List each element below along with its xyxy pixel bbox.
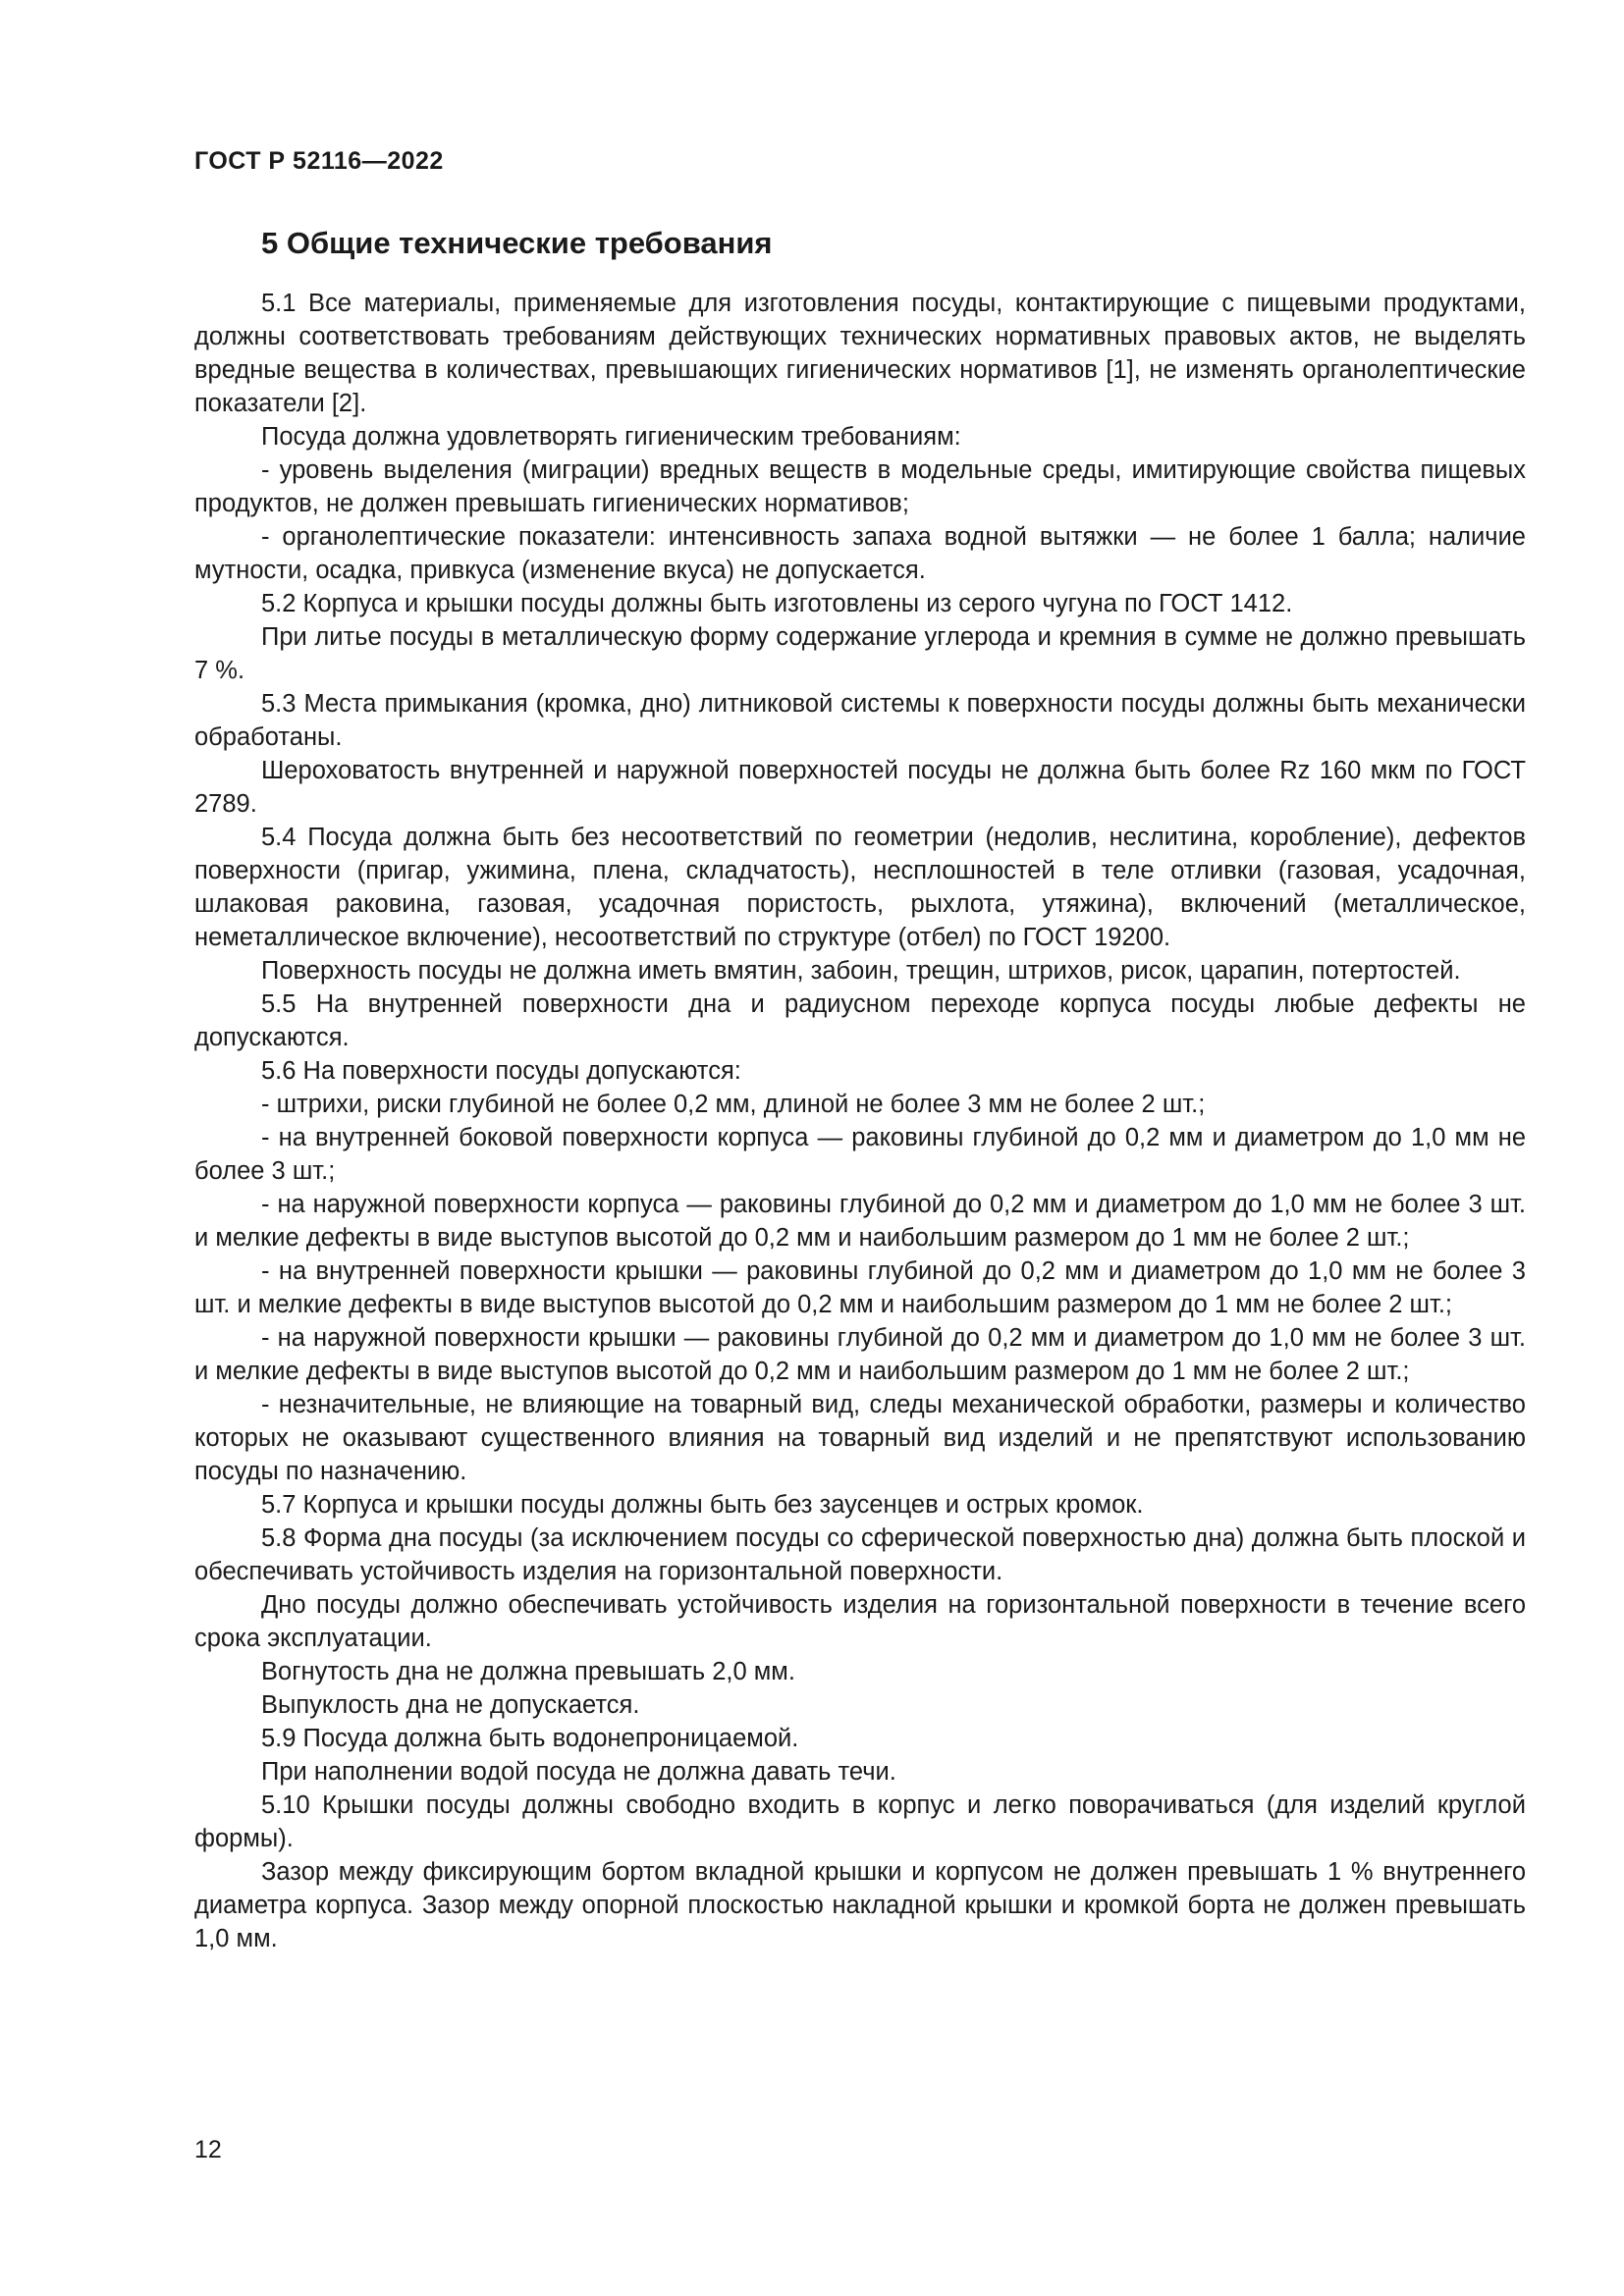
paragraph: 5.9 Посуда должна быть водонепроницаемой. [261, 1725, 799, 1752]
paragraph: 5.6 На поверхности посуды допускаются: [261, 1057, 741, 1085]
list-item: - на наружной поверхности корпуса — раковины глубиной до 0,2 мм и диаметром до 1,0 мм не более 3 шт. и мелкие дефекты в виде выступов высотой до 0,2 мм и наибольшим размером до 1 мм не более 2 шт.; [194, 1191, 1526, 1252]
paragraph: 5.4 Посуда должна быть без несоответствий по геометрии (недолив, неслитина, коробление), дефектов поверхности (пригар, ужимина, плена, складчатость), несплошностей в теле отливки (газовая, усадочная, шлаковая раковина, газовая, усадочная пористость, рыхлота, утяжина), включений (металлическое, неметаллическое включение), несоответствий по структуре (отбел) по ГОСТ 19200. [194, 824, 1526, 951]
paragraph: Зазор между фиксирующим бортом вкладной крышки и корпусом не должен превышать 1 % внутреннего диаметра корпуса. Зазор между опорной плоскостью накладной крышки и кромкой борта не должен превышать 1,0 мм. [194, 1858, 1526, 1952]
list-item: - незначительные, не влияющие на товарный вид, следы механической обработки, размеры и количество которых не оказывают существенного влияния на товарный вид изделий и не препятствуют использованию посуды по назначению. [194, 1391, 1526, 1485]
list-item: - уровень выделения (миграции) вредных веществ в модельные среды, имитирующие свойства пищевых продуктов, не должен превышать гигиенических нормативов; [194, 456, 1526, 517]
list-item: - на наружной поверхности крышки — раковины глубиной до 0,2 мм и диаметром до 1,0 мм не более 3 шт. и мелкие дефекты в виде выступов высотой до 0,2 мм и наибольшим размером до 1 мм не более 2 шт.; [194, 1324, 1526, 1385]
paragraph: 5.5 На внутренней поверхности дна и радиусном переходе корпуса посуды любые дефекты не допускаются. [194, 990, 1526, 1051]
list-item: - органолептические показатели: интенсивность запаха водной вытяжки — не более 1 балла; наличие мутности, осадка, привкуса (изменение вкуса) не допускается. [194, 523, 1526, 584]
paragraph: Выпуклость дна не допускается. [261, 1691, 640, 1719]
paragraph: Поверхность посуды не должна иметь вмятин, забоин, трещин, штрихов, рисок, царапин, потертостей. [261, 957, 1461, 985]
document-header: ГОСТ Р 52116—2022 [194, 147, 444, 175]
paragraph: Посуда должна удовлетворять гигиеническим требованиям: [261, 423, 961, 451]
list-item: - на внутренней боковой поверхности корпуса — раковины глубиной до 0,2 мм и диаметром до 1,0 мм не более 3 шт.; [194, 1124, 1526, 1185]
paragraph: 5.10 Крышки посуды должны свободно входить в корпус и легко поворачиваться (для изделий круглой формы). [194, 1791, 1526, 1852]
list-item: - на внутренней поверхности крышки — раковины глубиной до 0,2 мм и диаметром до 1,0 мм не более 3 шт. и мелкие дефекты в виде выступов высотой до 0,2 мм и наибольшим размером до 1 мм не более 2 шт.; [194, 1257, 1526, 1318]
paragraph: При наполнении водой посуда не должна давать течи. [261, 1758, 896, 1786]
paragraph: 5.3 Места примыкания (кромка, дно) литниковой системы к поверхности посуды должны быть механически обработаны. [194, 690, 1526, 751]
paragraph: 5.8 Форма дна посуды (за исключением посуды со сферической поверхностью дна) должна быть плоской и обеспечивать устойчивость изделия на горизонтальной поверхности. [194, 1524, 1526, 1585]
paragraph: Шероховатость внутренней и наружной поверхностей посуды не должна быть более Rz 160 мкм по ГОСТ 2789. [194, 757, 1526, 818]
paragraph: Дно посуды должно обеспечивать устойчивость изделия на горизонтальной поверхности в течение всего срока эксплуатации. [194, 1591, 1526, 1652]
paragraph: Вогнутость дна не должна превышать 2,0 мм. [261, 1658, 795, 1685]
paragraph: 5.1 Все материалы, применяемые для изготовления посуды, контактирующие с пищевыми продуктами, должны соответствовать требованиям действующих технических нормативных правовых актов, не выделять вредные вещества в количествах, превышающих гигиенических нормативов [1], не изменять органолептические показатели [2]. [194, 290, 1526, 417]
section-title: 5 Общие технические требования [261, 226, 773, 260]
paragraph: 5.7 Корпуса и крышки посуды должны быть без заусенцев и острых кромок. [261, 1491, 1144, 1519]
paragraph: 5.2 Корпуса и крышки посуды должны быть изготовлены из серого чугуна по ГОСТ 1412. [261, 590, 1293, 617]
page-number: 12 [194, 2136, 222, 2163]
paragraph: При литье посуды в металлическую форму содержание углерода и кремния в сумме не должно превышать 7 %. [194, 623, 1526, 684]
section-body [194, 287, 1526, 1955]
list-item: - штрихи, риски глубиной не более 0,2 мм, длиной не более 3 мм не более 2 шт.; [261, 1091, 1206, 1118]
